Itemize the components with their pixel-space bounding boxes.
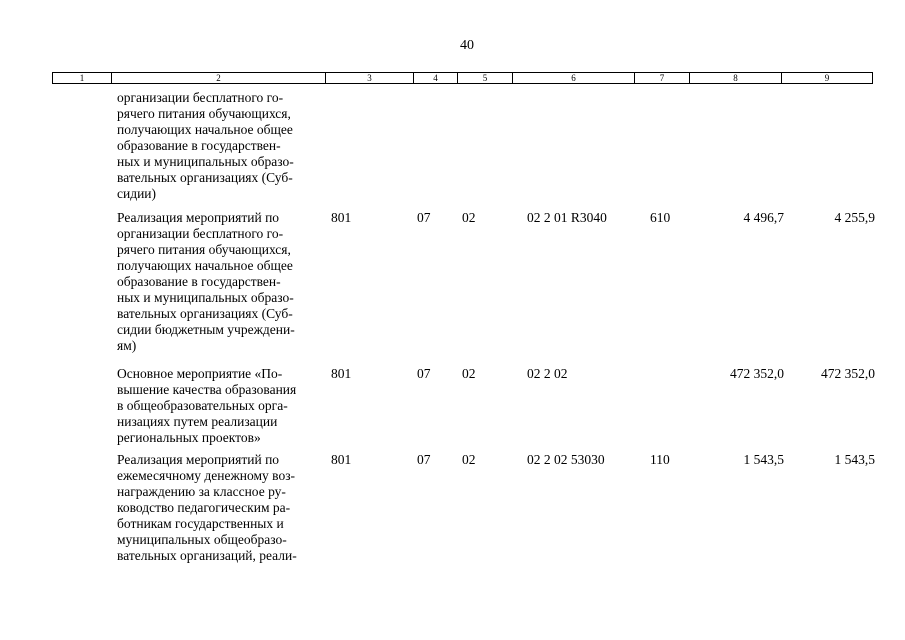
- cell-expense-type: 110: [650, 452, 670, 467]
- cell-target-article: 02 2 01 R3040: [527, 210, 607, 225]
- cell-ministry-code: 801: [331, 366, 352, 381]
- header-col-4: 4: [414, 73, 458, 84]
- cell-subsection: 02: [462, 210, 476, 225]
- cell-amount-2: 472 352,0: [821, 366, 875, 381]
- cell-section: 07: [417, 366, 431, 381]
- header-col-9: 9: [782, 73, 873, 84]
- cell-amount-1: 1 543,5: [743, 452, 784, 467]
- row-description: Реализация мероприятий по организации бесплатного го- рячего питания обучающихся, получающих начальное общее образование в государствен- ных и муниципальных образо- вательных организациях (Суб- сидии бюджетным учреждени- ям): [117, 210, 295, 353]
- header-col-1: 1: [53, 73, 112, 84]
- cell-target-article: 02 2 02 53030: [527, 452, 605, 467]
- header-col-3: 3: [326, 73, 414, 84]
- cell-amount-2: 1 543,5: [834, 452, 875, 467]
- page-number: 40: [460, 38, 474, 53]
- cell-section: 07: [417, 210, 431, 225]
- cell-section: 07: [417, 452, 431, 467]
- cell-subsection: 02: [462, 366, 476, 381]
- cell-amount-1: 472 352,0: [730, 366, 784, 381]
- cell-expense-type: 610: [650, 210, 671, 225]
- row-description: организации бесплатного го- рячего питания обучающихся, получающих начальное общее образование в государствен- ных и муниципальных образо- вательных организациях (Суб- сидии): [117, 90, 294, 201]
- header-col-6: 6: [513, 73, 635, 84]
- cell-target-article: 02 2 02: [527, 366, 568, 381]
- row-description: Реализация мероприятий по ежемесячному денежному воз- награждению за классное ру- ководство педагогическим ра- ботникам государственных и муниципальных общеобразо- вательных организаций, реали-: [117, 452, 297, 563]
- cell-ministry-code: 801: [331, 452, 352, 467]
- column-number-header: [52, 72, 873, 84]
- header-col-8: 8: [690, 73, 782, 84]
- header-col-2: 2: [112, 73, 326, 84]
- cell-subsection: 02: [462, 452, 476, 467]
- header-col-5: 5: [458, 73, 513, 84]
- cell-amount-1: 4 496,7: [743, 210, 784, 225]
- header-col-7: 7: [635, 73, 690, 84]
- cell-amount-2: 4 255,9: [834, 210, 875, 225]
- row-description: Основное мероприятие «По- вышение качества образования в общеобразовательных орга- низациях путем реализации региональных проектов»: [117, 366, 297, 445]
- cell-ministry-code: 801: [331, 210, 352, 225]
